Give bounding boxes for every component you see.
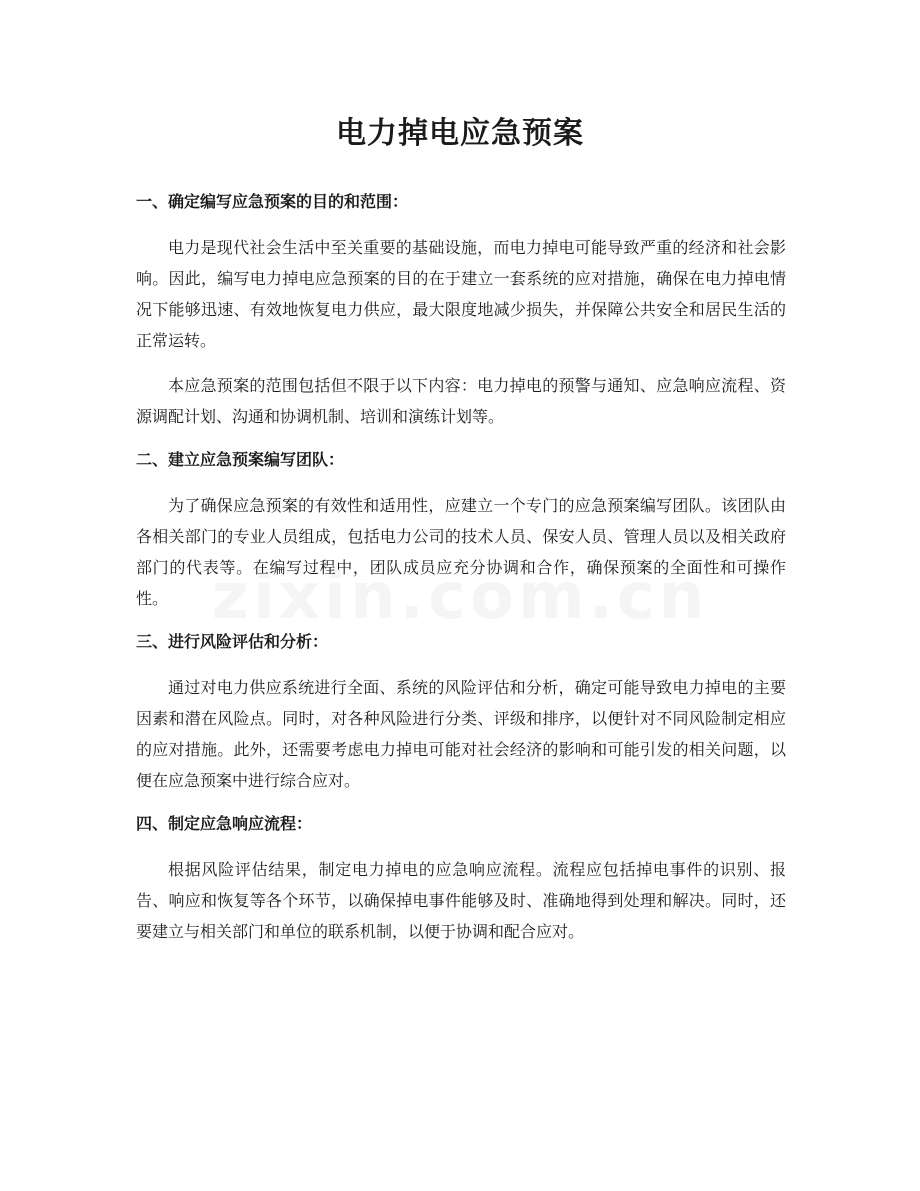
section-response-process — [136, 810, 786, 947]
paragraph: 根据风险评估结果，制定电力掉电的应急响应流程。流程应包括掉电事件的识别、报告、响应和恢复等各个环节，以确保掉电事件能够及时、准确地得到处理和解决。同时，还要建立与相关部门和单位的联系机制，以便于协调和配合应对。 — [136, 860, 786, 941]
section-team — [136, 446, 786, 614]
paragraph: 通过对电力供应系统进行全面、系统的风险评估和分析，确定可能导致电力掉电的主要因素和潜在风险点。同时，对各种风险进行分类、评级和排序，以便针对不同风险制定相应的应对措施。此外，还需要考虑电力掉电可能对社会经济的影响和可能引发的相关问题，以便在应急预案中进行综合应对。 — [136, 678, 786, 790]
document-title: 电力掉电应急预案 — [336, 116, 584, 151]
section-heading: 二、建立应急预案编写团队： — [136, 450, 345, 469]
paragraph: 本应急预案的范围包括但不限于以下内容：电力掉电的预警与通知、应急响应流程、资源调配计划、沟通和协调机制、培训和演练计划等。 — [136, 376, 786, 426]
section-heading: 三、进行风险评估和分析： — [136, 632, 329, 651]
section-heading: 一、确定编写应急预案的目的和范围： — [136, 192, 409, 211]
section-risk-assessment — [136, 628, 786, 796]
document-body — [136, 188, 786, 961]
paragraph: 为了确保应急预案的有效性和适用性，应建立一个专门的应急预案编写团队。该团队由各相关部门的专业人员组成，包括电力公司的技术人员、保安人员、管理人员以及相关政府部门的代表等。在编写过程中，团队成员应充分协调和合作，确保预案的全面性和可操作性。 — [136, 496, 786, 608]
section-heading: 四、制定应急响应流程： — [136, 814, 313, 833]
section-purpose-scope — [136, 188, 786, 432]
paragraph: 电力是现代社会生活中至关重要的基础设施，而电力掉电可能导致严重的经济和社会影响。因此，编写电力掉电应急预案的目的在于建立一套系统的应对措施，确保在电力掉电情况下能够迅速、有效地恢复电力供应，最大限度地减少损失，并保障公共安全和居民生活的正常运转。 — [136, 238, 786, 350]
